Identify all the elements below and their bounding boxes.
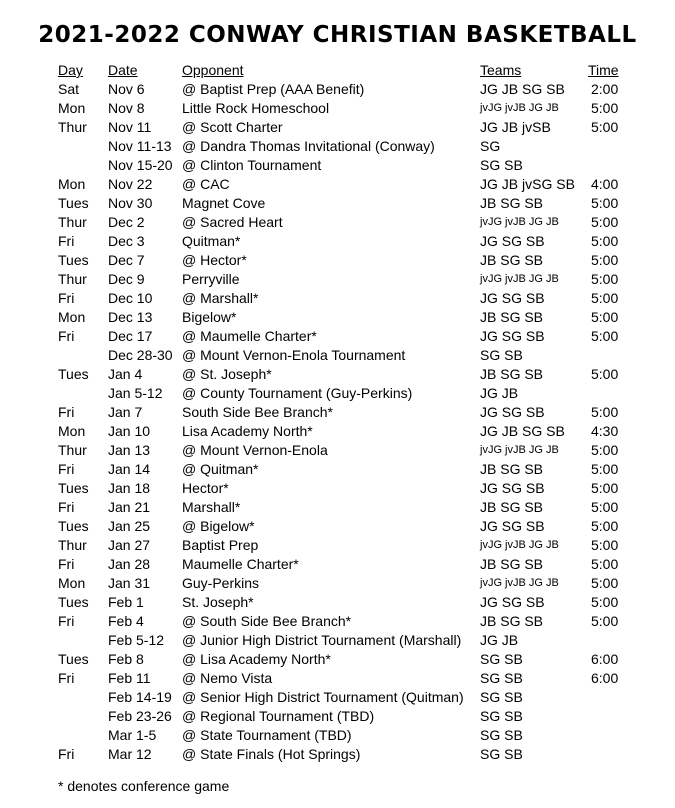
- game-date: Feb 23-26: [108, 708, 172, 724]
- game-teams: JB SG SB: [480, 499, 544, 515]
- game-time: 5:00: [591, 309, 619, 325]
- game-teams: JG SG SB: [480, 290, 545, 306]
- game-time: 5:00: [591, 461, 619, 477]
- table-row: [0, 574, 675, 593]
- game-teams: jvJG jvJB JG JB: [480, 539, 559, 551]
- game-opponent: @ Sacred Heart: [182, 214, 283, 230]
- game-opponent: @ Mount Vernon-Enola: [182, 442, 328, 458]
- game-teams: SG SB: [480, 689, 523, 705]
- game-date: Feb 11: [108, 670, 151, 686]
- game-date: Jan 7: [108, 404, 143, 420]
- header-date: Date: [108, 62, 138, 78]
- game-opponent: @ Maumelle Charter*: [182, 328, 317, 344]
- game-time: 5:00: [591, 575, 619, 591]
- game-opponent: @ Baptist Prep (AAA Benefit): [182, 81, 365, 97]
- game-date: Jan 27: [108, 537, 151, 553]
- game-teams: JG SG SB: [480, 233, 545, 249]
- game-day: Fri: [58, 328, 75, 344]
- game-opponent: @ Mount Vernon-Enola Tournament: [182, 347, 406, 363]
- game-date: Dec 2: [108, 214, 145, 230]
- game-opponent: Marshall*: [182, 499, 241, 515]
- table-row: [0, 422, 675, 441]
- game-opponent: Baptist Prep: [182, 537, 259, 553]
- table-row: [0, 194, 675, 213]
- game-opponent: @ Nemo Vista: [182, 670, 273, 686]
- game-time: 5:00: [591, 518, 619, 534]
- game-teams: JG SG SB: [480, 328, 545, 344]
- game-time: 2:00: [591, 81, 619, 97]
- game-opponent: St. Joseph*: [182, 594, 254, 610]
- game-opponent: South Side Bee Branch*: [182, 404, 333, 420]
- table-row: [0, 213, 675, 232]
- game-day: Thur: [58, 442, 87, 458]
- game-day: Tues: [58, 480, 89, 496]
- table-row: [0, 403, 675, 422]
- game-teams: SG: [480, 138, 501, 154]
- game-opponent: @ South Side Bee Branch*: [182, 613, 352, 629]
- game-day: Tues: [58, 651, 89, 667]
- game-opponent: Quitman*: [182, 233, 241, 249]
- table-row: [0, 593, 675, 612]
- table-row: [0, 118, 675, 137]
- footnote: * denotes conference game: [58, 778, 230, 794]
- game-time: 5:00: [591, 328, 619, 344]
- game-day: Fri: [58, 290, 75, 306]
- table-row: [0, 156, 675, 175]
- table-row: [0, 669, 675, 688]
- game-date: Jan 4: [108, 366, 143, 382]
- table-row: [0, 327, 675, 346]
- game-teams: jvJG jvJB JG JB: [480, 216, 559, 228]
- table-row: [0, 688, 675, 707]
- game-day: Fri: [58, 613, 75, 629]
- game-teams: JG SG SB: [480, 480, 545, 496]
- table-row: [0, 251, 675, 270]
- table-row: [0, 479, 675, 498]
- game-date: Jan 14: [108, 461, 151, 477]
- header-time: Time: [588, 62, 619, 78]
- game-teams: JB SG SB: [480, 366, 544, 382]
- game-date: Dec 17: [108, 328, 153, 344]
- game-opponent: @ Quitman*: [182, 461, 259, 477]
- game-opponent: Hector*: [182, 480, 229, 496]
- game-day: Tues: [58, 594, 89, 610]
- table-header: [0, 61, 675, 80]
- game-date: Nov 11: [108, 119, 152, 135]
- game-opponent: Magnet Cove: [182, 195, 266, 211]
- game-date: Jan 13: [108, 442, 151, 458]
- game-date: Jan 21: [108, 499, 151, 515]
- game-day: Tues: [58, 366, 89, 382]
- game-teams: SG SB: [480, 347, 523, 363]
- game-day: Fri: [58, 461, 75, 477]
- game-day: Mon: [58, 423, 86, 439]
- game-teams: JB SG SB: [480, 195, 544, 211]
- game-opponent: @ Bigelow*: [182, 518, 255, 534]
- game-date: Feb 8: [108, 651, 144, 667]
- game-opponent: @ St. Joseph*: [182, 366, 272, 382]
- game-teams: SG SB: [480, 670, 523, 686]
- game-day: Thur: [58, 271, 87, 287]
- table-row: [0, 384, 675, 403]
- table-row: [0, 650, 675, 669]
- game-date: Jan 31: [108, 575, 151, 591]
- game-date: Jan 5-12: [108, 385, 163, 401]
- game-opponent: @ Clinton Tournament: [182, 157, 322, 173]
- game-teams: JB SG SB: [480, 461, 544, 477]
- game-teams: SG SB: [480, 708, 523, 724]
- game-date: Mar 1-5: [108, 727, 157, 743]
- game-opponent: @ Regional Tournament (TBD): [182, 708, 375, 724]
- game-date: Jan 10: [108, 423, 151, 439]
- game-teams: JG JB jvSB: [480, 119, 551, 135]
- table-row: [0, 631, 675, 650]
- game-time: 5:00: [591, 366, 619, 382]
- game-teams: JG SG SB: [480, 404, 545, 420]
- game-day: Fri: [58, 670, 75, 686]
- game-time: 5:00: [591, 613, 619, 629]
- game-day: Fri: [58, 746, 75, 762]
- game-teams: JG JB jvSG SB: [480, 176, 575, 192]
- table-row: [0, 498, 675, 517]
- game-time: 5:00: [591, 195, 619, 211]
- game-day: Fri: [58, 556, 75, 572]
- game-day: Mon: [58, 100, 86, 116]
- game-day: Thur: [58, 537, 87, 553]
- game-time: 5:00: [591, 404, 619, 420]
- game-time: 4:00: [591, 176, 619, 192]
- table-row: [0, 517, 675, 536]
- game-teams: JB SG SB: [480, 613, 544, 629]
- table-row: [0, 80, 675, 99]
- game-day: Thur: [58, 119, 87, 135]
- game-teams: SG SB: [480, 651, 523, 667]
- table-row: [0, 232, 675, 251]
- game-date: Feb 5-12: [108, 632, 165, 648]
- table-row: [0, 346, 675, 365]
- game-opponent: @ Marshall*: [182, 290, 259, 306]
- game-date: Dec 10: [108, 290, 153, 306]
- game-day: Fri: [58, 404, 75, 420]
- game-date: Jan 18: [108, 480, 151, 496]
- game-opponent: @ Junior High District Tournament (Marshall): [182, 632, 462, 648]
- game-opponent: Bigelow*: [182, 309, 237, 325]
- table-row: [0, 536, 675, 555]
- game-time: 5:00: [591, 499, 619, 515]
- game-time: 6:00: [591, 651, 619, 667]
- game-day: Tues: [58, 518, 89, 534]
- game-teams: SG SB: [480, 157, 523, 173]
- game-time: 5:00: [591, 537, 619, 553]
- game-date: Nov 8: [108, 100, 145, 116]
- game-time: 6:00: [591, 670, 619, 686]
- game-opponent: @ Senior High District Tournament (Quitman): [182, 689, 464, 705]
- game-opponent: @ Scott Charter: [182, 119, 283, 135]
- game-day: Tues: [58, 195, 89, 211]
- game-date: Jan 28: [108, 556, 151, 572]
- table-row: [0, 289, 675, 308]
- game-day: Mon: [58, 575, 86, 591]
- table-row: [0, 460, 675, 479]
- table-row: [0, 175, 675, 194]
- game-opponent: Perryville: [182, 271, 240, 287]
- table-row: [0, 612, 675, 631]
- game-teams: JB SG SB: [480, 309, 544, 325]
- game-date: Nov 6: [108, 81, 145, 97]
- game-opponent: Lisa Academy North*: [182, 423, 313, 439]
- header-teams: Teams: [480, 62, 522, 78]
- game-teams: JB SG SB: [480, 252, 544, 268]
- game-opponent: Guy-Perkins: [182, 575, 260, 591]
- game-time: 5:00: [591, 100, 619, 116]
- game-time: 5:00: [591, 290, 619, 306]
- game-date: Feb 4: [108, 613, 144, 629]
- game-date: Feb 14-19: [108, 689, 172, 705]
- schedule-table: [0, 61, 675, 764]
- game-opponent: Maumelle Charter*: [182, 556, 299, 572]
- game-time: 5:00: [591, 214, 619, 230]
- game-day: Thur: [58, 214, 87, 230]
- game-teams: JG JB: [480, 632, 519, 648]
- game-day: Fri: [58, 499, 75, 515]
- game-teams: SG SB: [480, 746, 523, 762]
- game-day: Mon: [58, 176, 86, 192]
- game-date: Nov 11-13: [108, 138, 172, 154]
- game-date: Feb 1: [108, 594, 144, 610]
- game-date: Dec 3: [108, 233, 145, 249]
- game-time: 5:00: [591, 252, 619, 268]
- game-teams: SG SB: [480, 727, 523, 743]
- game-teams: JG JB: [480, 385, 519, 401]
- game-date: Dec 9: [108, 271, 145, 287]
- game-time: 5:00: [591, 556, 619, 572]
- table-row: [0, 99, 675, 118]
- game-day: Sat: [58, 81, 80, 97]
- game-date: Dec 28-30: [108, 347, 173, 363]
- game-teams: jvJG jvJB JG JB: [480, 273, 559, 285]
- game-day: Mon: [58, 309, 86, 325]
- page-title: 2021-2022 CONWAY CHRISTIAN BASKETBALL: [38, 22, 637, 48]
- table-row: [0, 745, 675, 764]
- game-opponent: @ Hector*: [182, 252, 247, 268]
- game-date: Dec 7: [108, 252, 145, 268]
- game-date: Nov 22: [108, 176, 153, 192]
- game-time: 5:00: [591, 480, 619, 496]
- game-opponent: @ CAC: [182, 176, 230, 192]
- game-opponent: @ State Tournament (TBD): [182, 727, 352, 743]
- schedule-rows: [0, 80, 675, 764]
- game-opponent: Little Rock Homeschool: [182, 100, 330, 116]
- table-row: [0, 555, 675, 574]
- game-teams: JG JB SG SB: [480, 81, 565, 97]
- game-time: 5:00: [591, 233, 619, 249]
- table-row: [0, 707, 675, 726]
- game-teams: JG JB SG SB: [480, 423, 565, 439]
- game-opponent: @ State Finals (Hot Springs): [182, 746, 361, 762]
- table-row: [0, 441, 675, 460]
- game-time: 5:00: [591, 271, 619, 287]
- game-teams: JG SG SB: [480, 518, 545, 534]
- game-day: Tues: [58, 252, 89, 268]
- table-row: [0, 308, 675, 327]
- game-teams: jvJG jvJB JG JB: [480, 577, 559, 589]
- game-teams: JB SG SB: [480, 556, 544, 572]
- header-day: Day: [58, 62, 83, 78]
- game-date: Dec 13: [108, 309, 153, 325]
- game-date: Jan 25: [108, 518, 151, 534]
- game-date: Nov 15-20: [108, 157, 173, 173]
- game-time: 5:00: [591, 119, 619, 135]
- game-time: 5:00: [591, 442, 619, 458]
- game-time: 5:00: [591, 594, 619, 610]
- game-teams: jvJG jvJB JG JB: [480, 102, 559, 114]
- game-time: 4:30: [591, 423, 619, 439]
- game-opponent: @ Dandra Thomas Invitational (Conway): [182, 138, 435, 154]
- game-date: Mar 12: [108, 746, 152, 762]
- table-row: [0, 137, 675, 156]
- game-teams: JG SG SB: [480, 594, 545, 610]
- table-row: [0, 726, 675, 745]
- game-date: Nov 30: [108, 195, 153, 211]
- game-teams: jvJG jvJB JG JB: [480, 444, 559, 456]
- game-opponent: @ Lisa Academy North*: [182, 651, 331, 667]
- table-row: [0, 365, 675, 384]
- game-opponent: @ County Tournament (Guy-Perkins): [182, 385, 413, 401]
- header-opponent: Opponent: [182, 62, 244, 78]
- game-day: Fri: [58, 233, 75, 249]
- table-row: [0, 270, 675, 289]
